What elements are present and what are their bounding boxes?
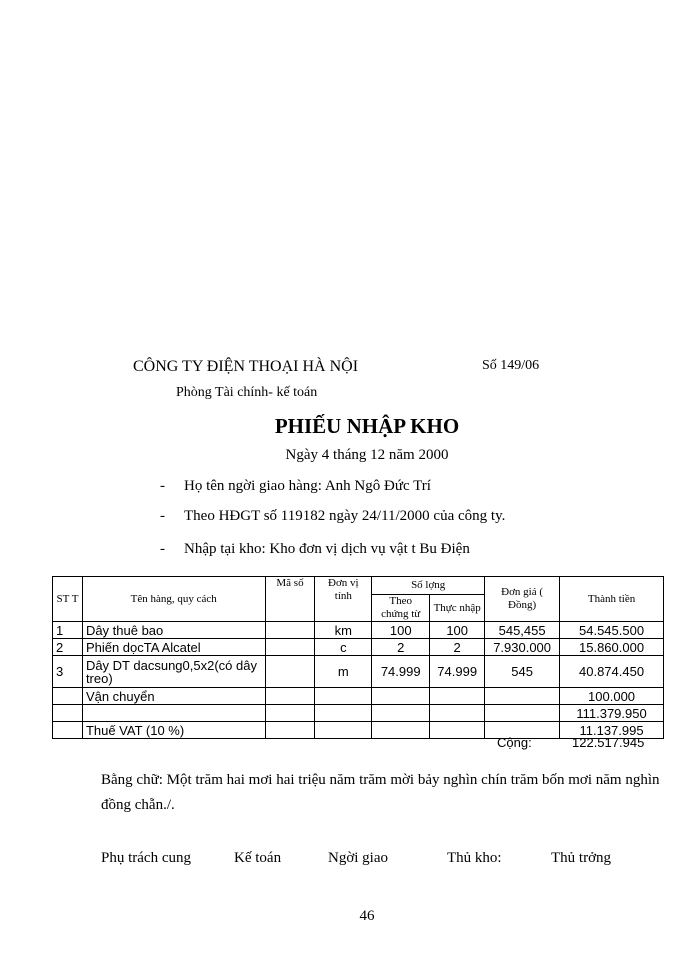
document-date: Ngày 4 tháng 12 năm 2000	[285, 447, 449, 463]
cell-qty-actual	[430, 722, 485, 739]
cell-price	[485, 705, 560, 722]
header-item-name: Tên hàng, quy cách	[82, 577, 265, 622]
cell-stt	[53, 722, 83, 739]
header-amount: Thành tiền	[560, 577, 664, 622]
goods-receipt-table	[52, 576, 664, 739]
cell-name: Phiến dọcTA Alcatel	[82, 639, 265, 656]
table-row	[53, 639, 664, 656]
cell-qty-actual: 2	[430, 639, 485, 656]
signature-procurement: Phụ trách cung	[101, 850, 191, 866]
cell-amount: 11.137.995	[560, 722, 664, 739]
cell-code	[265, 622, 315, 639]
bullet-marker: -	[160, 508, 165, 524]
cell-code	[265, 656, 315, 688]
cell-code	[265, 639, 315, 656]
cell-code	[265, 705, 315, 722]
signature-storekeeper: Thủ kho:	[447, 850, 502, 866]
total-label: Cộng:	[497, 735, 532, 750]
bullet-invoice	[160, 508, 505, 525]
bullet-text: Theo HĐGT số 119182 ngày 24/11/2000 của công ty.	[184, 508, 506, 524]
table-row	[53, 705, 664, 722]
cell-qty-doc: 2	[372, 639, 430, 656]
bullet-warehouse	[160, 541, 470, 558]
cell-amount: 111.379.950	[560, 705, 664, 722]
cell-qty-actual: 74.999	[430, 656, 485, 688]
cell-amount: 40.874.450	[560, 656, 664, 688]
signature-director: Thủ trởng	[551, 850, 612, 866]
cell-qty-actual	[430, 688, 485, 705]
cell-price	[485, 688, 560, 705]
document-number: Số 149/06	[482, 358, 540, 373]
cell-code	[265, 688, 315, 705]
bullet-deliverer	[160, 478, 431, 495]
cell-unit: km	[315, 622, 372, 639]
cell-stt	[53, 688, 83, 705]
cell-name: Thuế VAT (10 %)	[82, 722, 265, 739]
cell-code	[265, 722, 315, 739]
department-name: Phòng Tài chính- kế toán	[176, 385, 318, 400]
table-row	[53, 688, 664, 705]
bullet-text: Họ tên ngời giao hàng: Anh Ngô Đức Trí	[184, 478, 431, 494]
cell-name: Vận chuyển	[82, 688, 265, 705]
page-number: 46	[359, 908, 375, 924]
cell-amount: 54.545.500	[560, 622, 664, 639]
cell-unit	[315, 722, 372, 739]
bullet-text: Nhập tại kho: Kho đơn vị dịch vụ vật t Bu Điện	[184, 541, 470, 557]
header-qty-doc: Theo chứng từ	[372, 595, 430, 622]
cell-stt	[53, 705, 83, 722]
amount-in-words: Bằng chữ: Một trăm hai mơi hai triệu năm trăm mời bảy nghìn chín trăm bốn mơi năm nghìn đồng chẵn./.	[101, 772, 660, 813]
bullet-marker: -	[160, 541, 165, 557]
cell-stt: 1	[53, 622, 83, 639]
cell-unit	[315, 688, 372, 705]
header-unit: Đơn vị tính	[315, 577, 372, 622]
cell-qty-actual: 100	[430, 622, 485, 639]
cell-qty-doc: 100	[372, 622, 430, 639]
header-qty-actual: Thực nhập	[430, 595, 485, 622]
cell-qty-actual	[430, 705, 485, 722]
bullet-marker: -	[160, 478, 165, 494]
cell-amount: 100.000	[560, 688, 664, 705]
table-row	[53, 656, 664, 688]
cell-stt: 2	[53, 639, 83, 656]
header-stt: ST T	[53, 577, 83, 622]
table-row	[53, 622, 664, 639]
cell-unit: m	[315, 656, 372, 688]
cell-qty-doc	[372, 688, 430, 705]
company-name: CÔNG TY ĐIỆN THOẠI HÀ NỘI	[133, 358, 359, 375]
signature-deliverer: Ngời giao	[328, 850, 389, 866]
document-title: PHIẾU NHẬP KHO	[274, 414, 460, 438]
cell-qty-doc	[372, 722, 430, 739]
cell-qty-doc: 74.999	[372, 656, 430, 688]
cell-unit: c	[315, 639, 372, 656]
cell-stt: 3	[53, 656, 83, 688]
cell-price: 545	[485, 656, 560, 688]
cell-name	[82, 705, 265, 722]
cell-name: Dây thuê bao	[82, 622, 265, 639]
header-quantity: Số lợng	[372, 577, 485, 595]
cell-name: Dây DT dacsung0,5x2(có dây treo)	[82, 656, 265, 688]
cell-unit	[315, 705, 372, 722]
cell-price: 7.930.000	[485, 639, 560, 656]
cell-amount: 15.860.000	[560, 639, 664, 656]
cell-qty-doc	[372, 705, 430, 722]
header-code: Mã số	[265, 577, 315, 622]
cell-price: 545,455	[485, 622, 560, 639]
header-unit-price: Đơn giá ( Đồng)	[485, 577, 560, 622]
signature-accountant: Kế toán	[234, 850, 282, 866]
total-value: 122.517.945	[572, 735, 645, 750]
